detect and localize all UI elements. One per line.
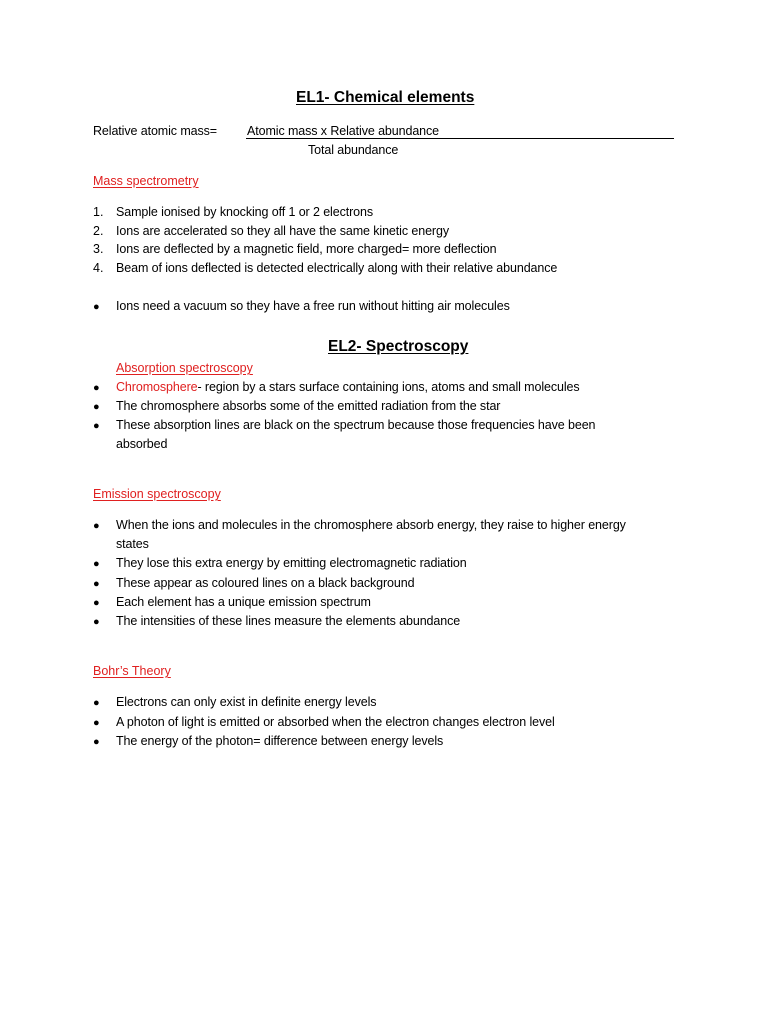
bullet-text: The intensities of these lines measure the elements abundance: [116, 614, 461, 628]
fraction-line: [246, 138, 674, 139]
bullet-icon: ●: [93, 420, 100, 432]
bullet-text-line2: absorbed: [116, 437, 168, 451]
step-number: 2.: [93, 224, 104, 238]
bullet-icon: ●: [93, 597, 100, 609]
el1-title: EL1- Chemical elements: [296, 89, 475, 106]
bullet-icon: ●: [93, 520, 100, 532]
formula-lhs: Relative atomic mass=: [93, 124, 217, 138]
bullet-icon: ●: [93, 401, 100, 413]
chromosphere-definition: - region by a stars surface containing ions, atoms and small molecules: [197, 380, 580, 394]
bullet-icon: ●: [93, 717, 100, 729]
formula-denominator: Total abundance: [308, 143, 399, 157]
step-text: Ions are deflected by a magnetic field, more charged= more deflection: [116, 242, 497, 256]
step-number: 1.: [93, 205, 104, 219]
absorption-spectroscopy-heading: Absorption spectroscopy: [116, 361, 253, 375]
bullet-icon: ●: [93, 616, 100, 628]
bullet-text-line1: These absorption lines are black on the spectrum because those frequencies have been: [116, 418, 596, 432]
el2-title: EL2- Spectroscopy: [328, 338, 469, 355]
step-number: 4.: [93, 261, 104, 275]
bullet-text-line1: When the ions and molecules in the chromosphere absorb energy, they raise to higher energy: [116, 518, 626, 532]
bullet-icon: ●: [93, 697, 100, 709]
step-number: 3.: [93, 242, 104, 256]
bohr-theory-heading: Bohr’s Theory: [93, 664, 171, 678]
bullet-text: [116, 380, 580, 394]
bullet-icon: ●: [93, 736, 100, 748]
bullet-icon: ●: [93, 558, 100, 570]
bullet-text: They lose this extra energy by emitting electromagnetic radiation: [116, 556, 467, 570]
bullet-icon: ●: [93, 578, 100, 590]
step-text: Beam of ions deflected is detected electrically along with their relative abundance: [116, 261, 558, 275]
step-text: Ions are accelerated so they all have the same kinetic energy: [116, 224, 449, 238]
bullet-text: Each element has a unique emission spectrum: [116, 595, 371, 609]
bullet-text: The chromosphere absorbs some of the emitted radiation from the star: [116, 399, 501, 413]
bullet-text-line2: states: [116, 537, 149, 551]
bullet-text: Electrons can only exist in definite energy levels: [116, 695, 377, 709]
bullet-text: Ions need a vacuum so they have a free run without hitting air molecules: [116, 299, 510, 313]
emission-spectroscopy-heading: Emission spectroscopy: [93, 487, 221, 501]
formula-numerator: Atomic mass x Relative abundance: [247, 124, 440, 138]
chromosphere-term: Chromosphere: [116, 380, 198, 394]
bullet-text: A photon of light is emitted or absorbed when the electron changes electron level: [116, 715, 555, 729]
bullet-icon: ●: [93, 301, 100, 313]
step-text: Sample ionised by knocking off 1 or 2 electrons: [116, 205, 374, 219]
bullet-text: The energy of the photon= difference between energy levels: [116, 734, 444, 748]
bullet-text: These appear as coloured lines on a black background: [116, 576, 415, 590]
bullet-icon: ●: [93, 382, 100, 394]
mass-spectrometry-heading: Mass spectrometry: [93, 174, 199, 188]
